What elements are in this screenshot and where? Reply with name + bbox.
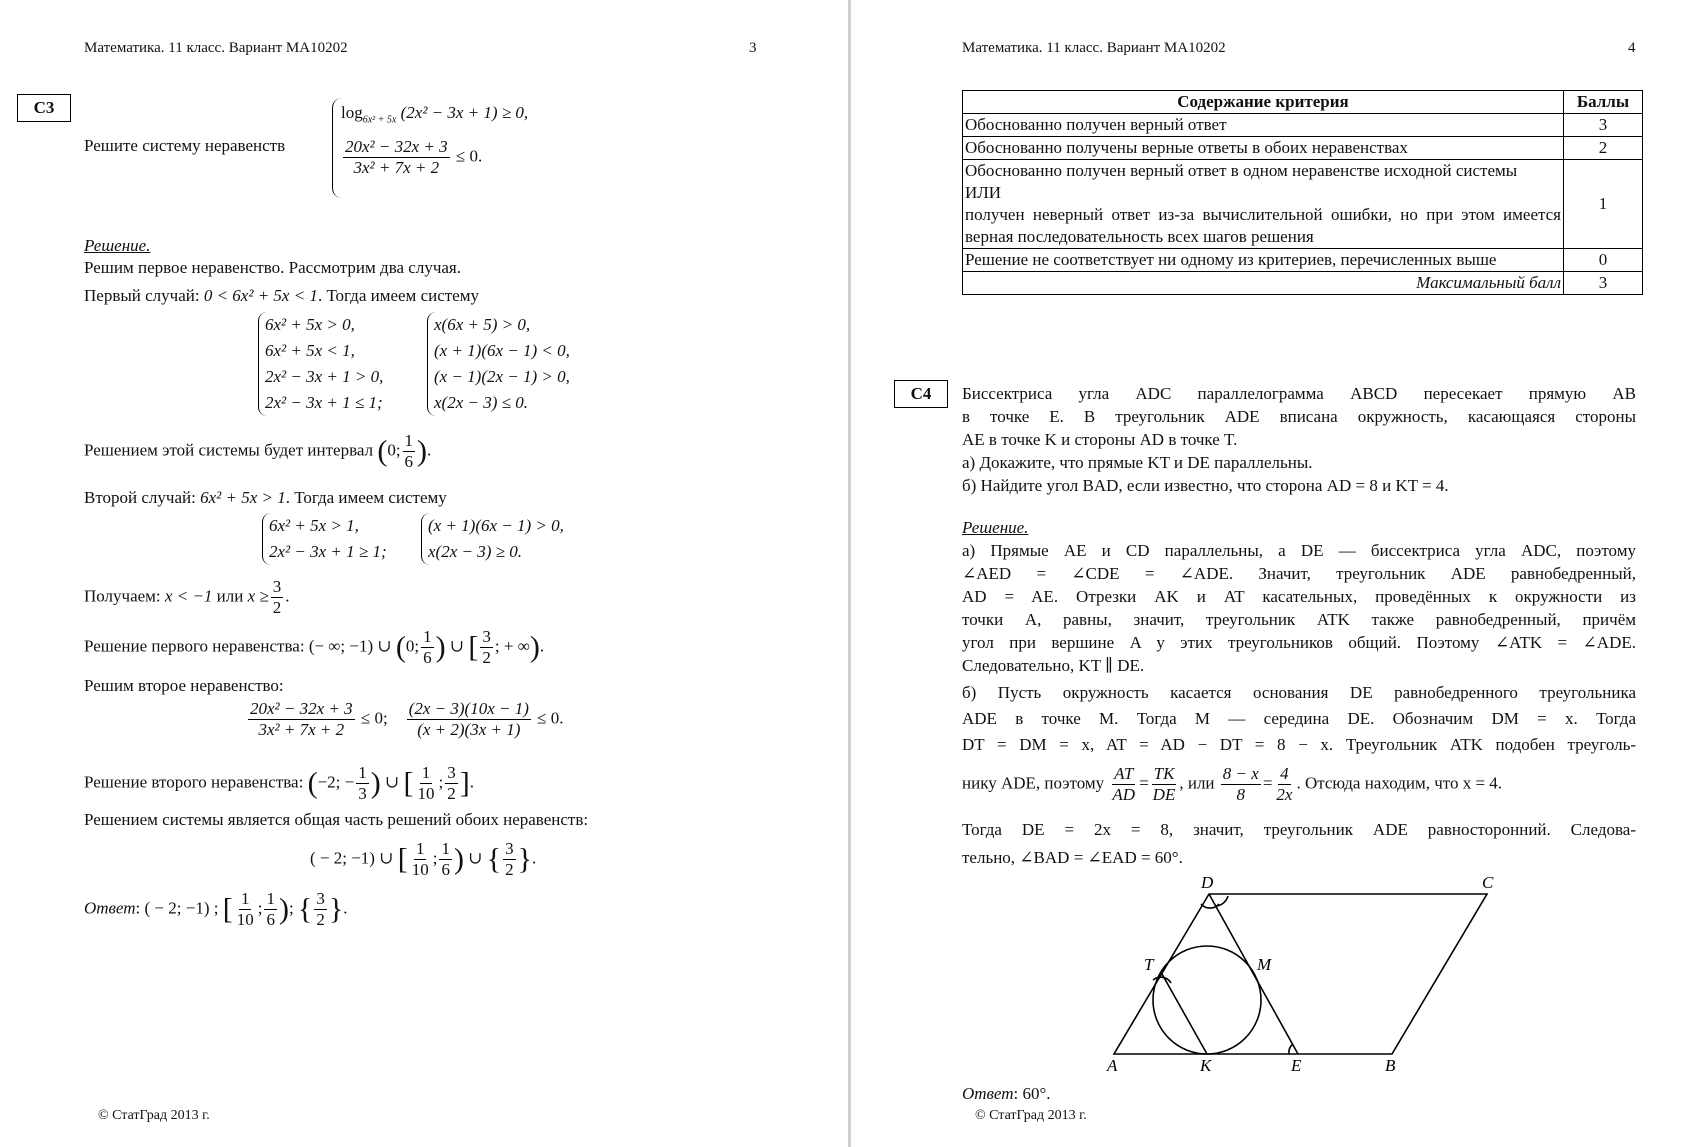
fraction <box>503 840 516 879</box>
system-line: 6x² + 5x > 0, <box>265 315 355 334</box>
text-fragment: Первый случай: <box>84 286 200 305</box>
solution-title: Решение. <box>962 518 1029 537</box>
system-line: (x + 1)(6x − 1) > 0, <box>428 516 564 535</box>
math-fragment: 0 < 6x² + 5x < 1 <box>203 286 318 305</box>
solution-b-line-6: тельно, ∠BAD = ∠EAD = 60°. <box>962 848 1183 867</box>
score-cell: 3 <box>1564 114 1643 137</box>
solution-line-11: ( − 2; −1) ∪ [ $\frac{1}{10}$ ; $\frac{1}{6}$ ) ∪ { $\frac{3}{2}$ }. <box>310 839 537 879</box>
table-header-row <box>963 91 1643 114</box>
case1-system-a <box>258 312 383 416</box>
page-footer: © СтатГрад 2013 г. <box>975 1108 1087 1123</box>
system-line: (x − 1)(2x − 1) > 0, <box>434 367 570 386</box>
fraction <box>407 700 531 739</box>
fraction-denominator: 2x <box>1276 784 1293 804</box>
fraction-denominator: 2 <box>272 597 282 617</box>
fraction-denominator: 2 <box>482 647 491 667</box>
text-fragment: или <box>216 586 244 606</box>
solution-a-line-6: Следовательно, KT ∥ DE. <box>962 656 1145 675</box>
solution-line-2 <box>84 286 479 306</box>
problem-line-5: б) Найдите угол BAD, если известно, что сторона AD = 8 и KT = 4. <box>962 476 1449 495</box>
page-footer: © СтатГрад 2013 г. <box>98 1108 210 1123</box>
system-fraction <box>343 138 450 177</box>
table-row <box>963 160 1643 249</box>
text-fragment: . Тогда имеем систему <box>285 488 447 507</box>
math-fragment: = <box>1262 773 1273 793</box>
score-cell: 1 <box>1564 160 1643 249</box>
criteria-text: получен неверный ответ из-за вычислительной ошибки, но при этом имеется верная последовательность всех шагов решения <box>965 205 1561 246</box>
solution-a-line-3: AD = AE. Отрезки AK и AT касательных, проведённых к окружности из <box>962 587 1636 606</box>
column-header-score: Баллы <box>1564 91 1643 114</box>
solution-line-7: Решим второе неравенство: <box>84 676 284 695</box>
fraction-numerator: AT <box>1114 764 1134 783</box>
table-row-max <box>963 272 1643 295</box>
math-fragment: 6x² + 5x > 1 <box>200 488 286 507</box>
fraction-numerator: 3 <box>482 627 491 646</box>
fraction-numerator: (2x − 3)(10x − 1) <box>408 699 529 718</box>
system-line: (x + 1)(6x − 1) < 0, <box>434 341 570 360</box>
answer-label: Ответ <box>84 898 136 918</box>
fraction-denominator: 2 <box>316 909 325 929</box>
fraction-numerator: 1 <box>423 627 432 646</box>
task-system <box>332 98 528 198</box>
label-b: B <box>1385 1056 1396 1075</box>
fraction <box>403 432 416 471</box>
math-fragment: ( − 2; −1) ∪ <box>310 848 394 868</box>
fraction-denominator: 10 <box>417 783 435 803</box>
math-fragment: ≤ 0; <box>360 708 388 728</box>
solution-line-5: Получаем: x < −1 или x ≥ $\frac{3}{2}$ . <box>84 577 290 617</box>
max-score-value: 3 <box>1564 272 1643 295</box>
page-number: 4 <box>1628 40 1636 56</box>
label-e: E <box>1291 1056 1302 1075</box>
criteria-or: ИЛИ <box>965 183 1002 202</box>
table-row <box>963 114 1643 137</box>
fraction <box>314 890 327 929</box>
solution-line-8 <box>246 700 563 739</box>
fraction-numerator: 3 <box>316 889 325 908</box>
fraction-numerator: 8 − x <box>1222 764 1259 783</box>
criteria-cell: Обоснованно получены верные ответы в обоих неравенствах <box>963 137 1564 160</box>
fraction-numerator: 20x² − 32x + 3 <box>250 699 353 718</box>
math-fragment: 0; <box>405 636 420 656</box>
text-fragment: Решение второго неравенства: <box>84 772 304 792</box>
label-c: C <box>1482 873 1494 892</box>
fraction-numerator: 3 <box>505 839 514 858</box>
fraction <box>248 700 355 739</box>
case2-system-b <box>421 513 564 565</box>
answer-line: Ответ: ( − 2; −1) ; [ $\frac{1}{10}$ ; $\frac{1}{6}$ ); { $\frac{3}{2}$ }. <box>84 889 348 929</box>
math-fragment: = <box>1139 773 1149 793</box>
fraction-denominator: 8 <box>1236 784 1246 804</box>
math-fragment: ∪ <box>384 772 400 792</box>
table-row <box>963 249 1643 272</box>
page-header: Математика. 11 класс. Вариант МА10202 <box>84 40 348 56</box>
fraction-denominator: AD <box>1112 784 1136 804</box>
fraction <box>264 890 277 929</box>
math-fragment: x ≥ <box>247 586 269 606</box>
system-line: 2x² − 3x + 1 ≤ 1; <box>265 393 383 412</box>
fraction-numerator: TK <box>1153 764 1175 783</box>
label-k: K <box>1200 1056 1212 1075</box>
system-line: 2x² − 3x + 1 ≥ 1; <box>269 542 387 561</box>
criteria-text: Обоснованно получен верный ответ в одном неравенстве исходной системы <box>965 161 1518 180</box>
case1-system-b <box>427 312 570 416</box>
label-m: M <box>1257 955 1272 974</box>
fraction-denominator: 2 <box>505 859 514 879</box>
log-symbol: log <box>341 103 363 122</box>
log-base: 6x² + 5x <box>362 114 397 126</box>
math-fragment: (− ∞; −1) ∪ <box>308 636 392 656</box>
score-cell: 0 <box>1564 249 1643 272</box>
problem-line-4: а) Докажите, что прямые KT и DE параллельны. <box>962 453 1313 472</box>
parallelogram-abcd <box>1114 894 1487 1054</box>
solution-a-line-5: угол при вершине A у этих треугольников общий. Поэтому ∠ATK = ∠ADE. <box>962 633 1636 652</box>
criteria-table <box>962 90 1643 295</box>
fraction <box>410 840 431 879</box>
text-fragment: Получаем: <box>84 586 161 606</box>
system-line: x(2x − 3) ≤ 0. <box>434 393 528 412</box>
fraction-numerator: 3 <box>447 763 456 782</box>
fraction-denominator: 6 <box>423 647 432 667</box>
system-line: x(6x + 5) > 0, <box>434 315 531 334</box>
page-3 <box>0 0 848 1147</box>
solution-line-6: Решение первого неравенства: (− ∞; −1) ∪ (0; $\frac{1}{6}$ ) ∪ [ $\frac{3}{2}$ ; + ∞). <box>84 627 545 667</box>
fraction-numerator: 1 <box>358 763 367 782</box>
system-line: 6x² + 5x > 1, <box>269 516 359 535</box>
system-line: x(2x − 3) ≥ 0. <box>428 542 522 561</box>
fraction-denominator: 2 <box>447 783 456 803</box>
solution-b-line-2: ADE в точке M. Тогда M — середина DE. Обозначим DM = x. Тогда <box>962 709 1636 728</box>
criteria-cell: Решение не соответствует ни одному из критериев, перечисленных выше <box>963 249 1564 272</box>
criteria-cell <box>963 160 1564 249</box>
text-fragment: . Отсюда находим, что x = 4. <box>1296 773 1503 793</box>
answer-line <box>962 1084 1051 1104</box>
fraction <box>356 764 369 803</box>
incircle <box>1153 946 1261 1054</box>
criteria-cell: Обоснованно получен верный ответ <box>963 114 1564 137</box>
page-header: Математика. 11 класс. Вариант МА10202 <box>962 40 1226 56</box>
math-fragment: x < −1 <box>164 586 213 606</box>
fraction-numerator: 1 <box>441 839 450 858</box>
fraction <box>421 628 434 667</box>
problem-line-1: Биссектриса угла ADC параллелограмма ABCD пересекает прямую AB <box>962 384 1636 403</box>
solution-b-line-5: Тогда DE = 2x = 8, значит, треугольник ADE равносторонний. Следова- <box>962 820 1636 839</box>
answer-value: : 60°. <box>1013 1084 1051 1103</box>
math-fragment: ≤ 0. <box>537 708 564 728</box>
fraction-denominator: 3x² + 7x + 2 <box>353 157 440 177</box>
page-number: 3 <box>749 40 757 56</box>
fraction-numerator: 1 <box>415 839 425 858</box>
math-fragment: ; + ∞ <box>494 636 530 656</box>
score-cell: 2 <box>1564 137 1643 160</box>
fraction-numerator: 1 <box>240 889 250 908</box>
fraction-denominator: 6 <box>404 451 414 471</box>
answer-label: Ответ <box>962 1084 1014 1103</box>
fraction-denominator: DE <box>1152 784 1176 804</box>
solution-title: Решение. <box>84 236 151 255</box>
case2-system-a <box>262 513 387 565</box>
problem-line-2: в точке E. В треугольник ADE вписана окружность, касающаяся стороны <box>962 407 1636 426</box>
fraction-denominator: 6 <box>441 859 450 879</box>
solution-line-10: Решением системы является общая часть решений обоих неравенств: <box>84 810 589 829</box>
text-fragment: нику ADE, поэтому <box>962 773 1105 793</box>
fraction-numerator: 20x² − 32x + 3 <box>345 137 448 156</box>
math-fragment: : ( − 2; −1) ; <box>135 898 219 918</box>
table-row <box>963 137 1643 160</box>
fraction <box>235 890 256 929</box>
solution-line-4 <box>84 488 447 508</box>
text-fragment: Второй случай: <box>84 488 196 507</box>
problem-line-3: AE в точке K и стороны AD в точке T. <box>962 430 1238 449</box>
task-prompt: Решите систему неравенств <box>84 136 286 155</box>
fraction-numerator: 1 <box>266 889 275 908</box>
math-fragment: −2; − <box>317 772 355 792</box>
fraction-denominator: 3x² + 7x + 2 <box>258 719 345 739</box>
fraction-numerator: 3 <box>272 577 282 596</box>
column-header-criteria: Содержание критерия <box>963 91 1564 114</box>
label-a: A <box>1107 1056 1118 1075</box>
math-fragment: ∪ <box>449 636 465 656</box>
solution-b-line-3: DT = DM = x, AT = AD − DT = 8 − x. Треугольник ATK подобен треуголь- <box>962 735 1636 754</box>
task-id-c4: C4 <box>894 380 948 408</box>
solution-line-1: Решим первое неравенство. Рассмотрим два случая. <box>84 258 461 277</box>
math-fragment: 0; <box>387 440 401 460</box>
math-fragment: ∪ <box>468 848 483 868</box>
fraction-denominator: 10 <box>236 909 254 929</box>
fraction-denominator: 6 <box>266 909 275 929</box>
solution-line-9: Решение второго неравенства: (−2; − $\frac{1}{3}$ ) ∪ [ $\frac{1}{10}$ ; $\frac{3}{2}$ ]. <box>84 763 474 803</box>
fraction <box>415 764 436 803</box>
label-d: D <box>1201 873 1214 892</box>
text-fragment: . Тогда имеем систему <box>317 286 479 305</box>
system-line: 2x² − 3x + 1 > 0, <box>265 367 384 386</box>
fraction <box>271 578 284 617</box>
text-fragment: Решением этой системы будет интервал <box>84 440 374 460</box>
fraction-denominator: 10 <box>411 859 429 879</box>
task-id-c3: C3 <box>17 94 71 122</box>
max-score-label: Максимальный балл <box>963 272 1564 295</box>
solution-b-line-1: б) Пусть окружность касается основания DE равнобедренного треугольника <box>962 683 1636 702</box>
fraction-numerator: 1 <box>404 431 414 450</box>
angle-arc-e <box>1289 1044 1293 1054</box>
label-t: T <box>1144 955 1154 974</box>
solution-a-line-1: а) Прямые AE и CD параллельны, а DE — биссектриса угла ADC, поэтому <box>962 541 1636 560</box>
text-fragment: , или <box>1179 773 1215 793</box>
fraction-denominator: (x + 2)(3x + 1) <box>417 719 521 739</box>
solution-line-3: Решением этой системы будет интервал (0; $\frac{1}{6}$ ). <box>84 431 432 471</box>
text-fragment: Решение первого неравенства: <box>84 636 305 656</box>
fraction-numerator: 4 <box>1280 764 1289 783</box>
fraction-denominator: 3 <box>358 783 367 803</box>
fraction <box>439 840 452 879</box>
segment-kt <box>1162 974 1207 1054</box>
fraction <box>445 764 458 803</box>
log-argument: (2x² − 3x + 1) ≥ 0, <box>400 103 529 122</box>
fraction <box>480 628 493 667</box>
system-line: 6x² + 5x < 1, <box>265 341 355 360</box>
fraction-numerator: 1 <box>421 763 431 782</box>
solution-a-line-4: точки A, равны, значит, треугольник ATK также равнобедренный, причём <box>962 610 1636 629</box>
solution-a-line-2: ∠AED = ∠CDE = ∠ADE. Значит, треугольник ADE равнобедренный, <box>962 564 1636 583</box>
system-relation: ≤ 0. <box>455 146 483 166</box>
